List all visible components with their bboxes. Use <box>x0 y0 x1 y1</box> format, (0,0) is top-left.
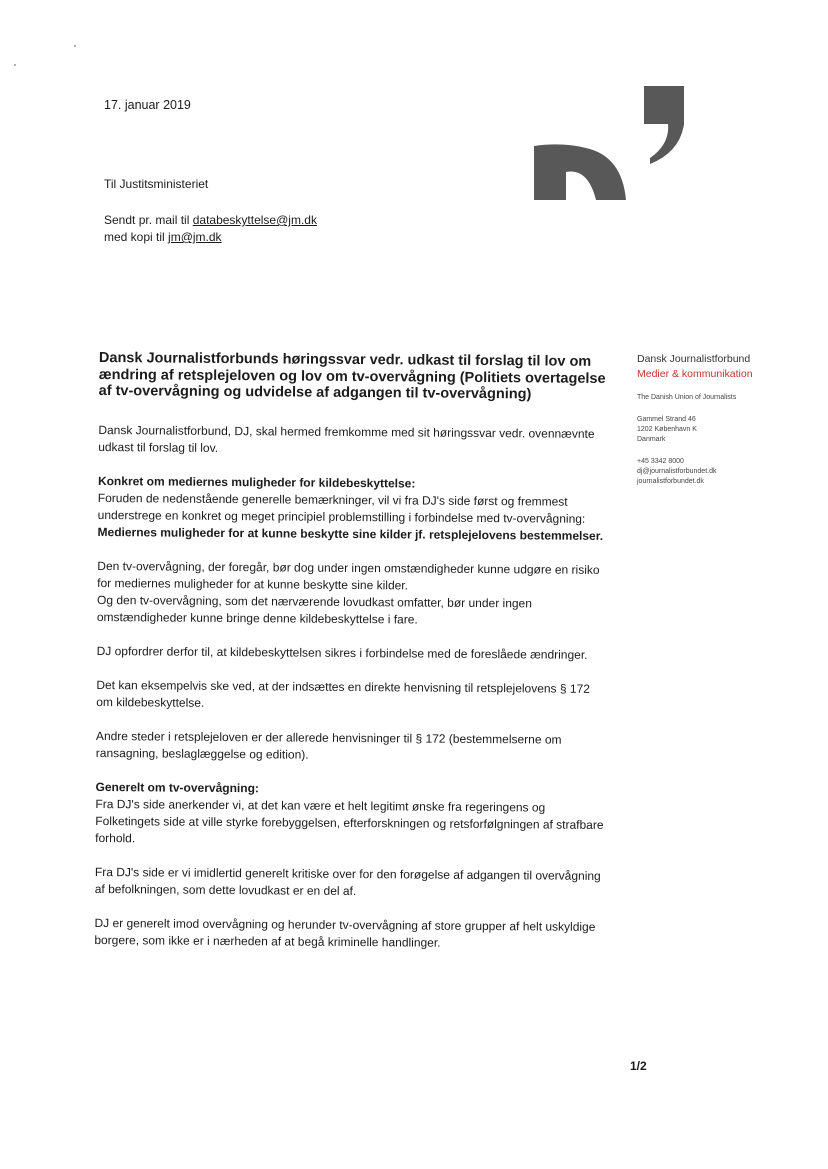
recipient-line: Til Justitsministeriet <box>104 177 209 191</box>
org-subtitle: Medier & kommunikation <box>637 368 753 380</box>
website-link[interactable]: journalistforbundet.dk <box>637 478 704 485</box>
send-info <box>104 212 317 246</box>
section-tv-overvaagning <box>95 778 606 850</box>
letter-date: 17. januar 2019 <box>104 98 191 112</box>
org-address <box>637 415 817 445</box>
page-number: 1/2 <box>630 1059 647 1073</box>
paragraph: DJ opfordrer derfor til, at kildebeskyttelsen sikres i forbindelse med de foreslåede ændringer. <box>96 643 588 662</box>
paragraph-text: Foruden de nedenstående generelle bemærkninger, vil vi fra DJ's side først og fremmest understrege en konkret og meget principiel problemstilling i forbindelse med tv-overvågning: <box>97 490 586 526</box>
cc-email-link[interactable]: jm@jm.dk <box>168 230 222 244</box>
organization-block <box>637 353 817 487</box>
paragraph: Og den tv-overvågning, som det nærværende lovudkast omfatter, bør under ingen omstændigheder kunne bringe denne kildebeskyttelse i fare. <box>96 592 532 627</box>
org-name: Dansk Journalistforbund <box>637 353 751 365</box>
paragraph: Dansk Journalistforbund, DJ, skal hermed fremkomme med sit høringssvar vedr. ovennævnte udkast til forslag til lov. <box>98 422 595 455</box>
paragraph: Det kan eksempelvis ske ved, at der indsættes en direkte henvisning til retsplejelovens § 172 om kildebeskyttelse. <box>96 677 591 710</box>
paragraph: Andre steder i retsplejeloven er der allerede henvisninger til § 172 (bestemmelserne om ransagning, beslaglæggelse og edition). <box>95 728 562 762</box>
section-title: Generelt om tv-overvågning: <box>95 779 259 795</box>
scan-speck <box>74 45 76 47</box>
document-heading: Dansk Journalistforbunds høringssvar vedr. udkast til forslag til lov om ændring af retsplejeloven og lov om tv-overvågning (Politiets overtagelse af tv-overvågning og udvidelse af adgangen til tv-overvågning) <box>98 350 606 403</box>
email-link[interactable]: dj@journalistforbundet.dk <box>637 468 717 475</box>
section-kildebeskyttelse <box>98 472 609 544</box>
paragraph-text: Fra DJ's side anerkender vi, at det kan være et helt legitimt ønske fra regeringens og Folketingets side at ville styrke forebyggelsen, efterforskningen og retsforfølgningen af strafbare forhold. <box>95 796 604 845</box>
sent-prefix: Sendt pr. mail til <box>104 213 193 227</box>
sent-email-link[interactable]: databeskyttelse@jm.dk <box>192 213 317 227</box>
address-line: Danmark <box>637 436 666 443</box>
letter-body <box>94 350 609 969</box>
paragraph: DJ er generelt imod overvågning og herunder tv-overvågning af store grupper af helt uskyldige borgere, som ikke er i nærheden af at begå kriminelle handlinger. <box>94 915 596 950</box>
paragraph: Fra DJ's side er vi imidlertid generelt kritiske over for den forøgelse af adgangen til overvågning af befolkningen, som dette lovudkast er en del af. <box>94 864 601 898</box>
logo-d-mark <box>534 144 626 200</box>
scan-speck <box>14 64 16 66</box>
cc-prefix: med kopi til <box>104 230 169 244</box>
address-line: Gammel Strand 46 <box>637 416 696 423</box>
section-title: Konkret om mediernes muligheder for kildebeskyttelse: <box>97 473 416 490</box>
org-contact <box>637 457 817 487</box>
paragraph-emphasis: Mediernes muligheder for at kunne beskytte sine kilder jf. retsplejelovens bestemmelser. <box>97 524 604 543</box>
paragraph: Den tv-overvågning, der foregår, bør dog under ingen omstændigheder kunne udgøre en risiko for mediernes muligheder for at kunne beskytte sine kilder. <box>97 558 600 592</box>
dj-logo <box>530 84 690 200</box>
org-english-name: The Danish Union of Journalists <box>637 394 737 401</box>
cc-line <box>104 229 317 246</box>
address-line: 1202 København K <box>637 426 697 433</box>
sent-line <box>104 212 317 229</box>
paragraph-group <box>97 557 608 629</box>
logo-j-mark <box>644 86 684 164</box>
phone: +45 3342 8000 <box>637 458 684 465</box>
